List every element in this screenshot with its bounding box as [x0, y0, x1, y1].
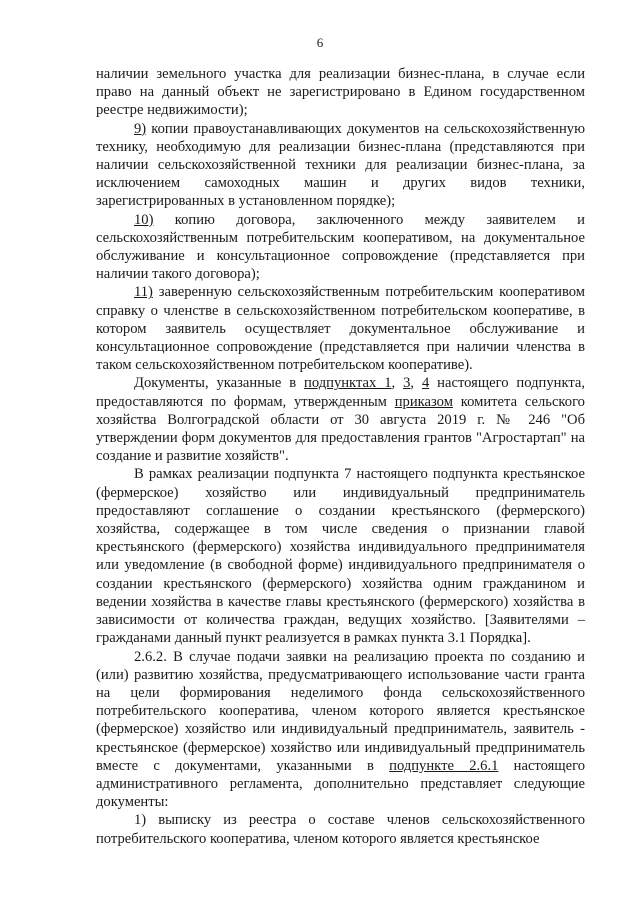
- paragraph-text: копии правоустанавливающих документов на сельскохозяйственную технику, необходимую для реализации бизнес-плана (представляются при наличии сельскохозяйственной техники для реализации бизнес-плана, за исключением самоходных машин и других видов техники, зарегистрированных в установленном порядке);: [96, 120, 585, 210]
- paragraph-text: настоящего административного регламента, дополнительно представляет следующие документы:: [96, 757, 585, 811]
- list-item-1: [96, 811, 585, 847]
- subparagraph-link-1[interactable]: подпунктах 1: [304, 375, 392, 392]
- paragraph-text: комитета сельского хозяйства Волгоградской области от 30 августа 2019 г. № 246 "Об утверждении форм документов для предоставления грантов "Агростартап" на создание и развитие хозяйств".: [96, 393, 585, 465]
- subparagraph-link-2-6-1[interactable]: подпункте 2.6.1: [389, 757, 499, 774]
- subparagraph-link-3[interactable]: 3: [403, 375, 411, 392]
- item-number-link[interactable]: 9): [134, 120, 147, 137]
- paragraph-text: ,: [391, 375, 404, 392]
- paragraph-text: 1) выписку из реестра о составе членов сельскохозяйственного потребительского кооператива, членом которого является крестьянское: [96, 812, 585, 847]
- paragraph-text: 2.6.2. В случае подачи заявки на реализацию проекта по созданию и (или) развитию хозяйства, предусматривающего использование части гранта на цели формирования неделимого фонда сельскохозяйственного потребительского кооператива, членом которого является крестьянское (фермерское) хозяйство или индивидуальный предприниматель, заявитель - крестьянское (фермерское) хозяйство или индивидуальный предприниматель вместе с документами, указанными в: [96, 648, 585, 774]
- paragraph-text: Документы, указанные в: [134, 375, 305, 392]
- paragraph-agreement: [96, 465, 585, 647]
- list-item-9: [96, 120, 585, 211]
- page-number: 6: [316, 35, 324, 50]
- list-item-11: [96, 283, 585, 374]
- document-body: [96, 65, 585, 848]
- paragraph: [96, 65, 585, 120]
- paragraph-text: настоящего подпункта, предоставляются по формам, утвержденным: [96, 375, 586, 410]
- paragraph-forms: [96, 374, 585, 465]
- order-link[interactable]: приказом: [394, 393, 453, 410]
- subparagraph-link-4[interactable]: 4: [421, 375, 430, 392]
- paragraph-text: копию договора, заключенного между заявителем и сельскохозяйственным потребительским кооперативом, на документальное обслуживание и консультационное сопровождение (представляется при наличии такого договора);: [96, 211, 585, 283]
- paragraph-text: ,: [410, 375, 422, 392]
- paragraph-text: наличии земельного участка для реализации бизнес-плана, в случае если право на данный объект не зарегистрировано в Едином государственном реестре недвижимости);: [96, 66, 585, 119]
- paragraph-text: В рамках реализации подпункта 7 настоящего подпункта крестьянское (фермерское) хозяйство или индивидуальный предприниматель предоставляют соглашение о создании крестьянского (фермерского) хозяйства, содержащее в том числе сведения о признании главой крестьянского (фермерского) хозяйства индивидуального предпринимателя или уведомление (в свободной форме) индивидуального предпринимателя о создании крестьянского (фермерского) хозяйства одним гражданином и ведении хозяйства в качестве главы крестьянского (фермерского) хозяйства в зависимости от количества граждан, ведущих хозяйство. [Заявителями – гражданами данный пункт реализуется в рамках пункта 3.1 Порядка].: [96, 466, 585, 647]
- list-item-10: [96, 211, 585, 284]
- item-number-link[interactable]: 10): [134, 211, 154, 228]
- paragraph-text: заверенную сельскохозяйственным потребительским кооперативом справку о членстве в сельскохозяйственном потребительском кооперативе, в котором заявитель осуществляет документальное обслуживание и консультационное сопровождение (представляется при наличии членства в таком сельскохозяйственном потребительском кооперативе).: [96, 284, 585, 374]
- paragraph-2-6-2: [96, 648, 585, 812]
- item-number-link[interactable]: 11): [134, 284, 153, 301]
